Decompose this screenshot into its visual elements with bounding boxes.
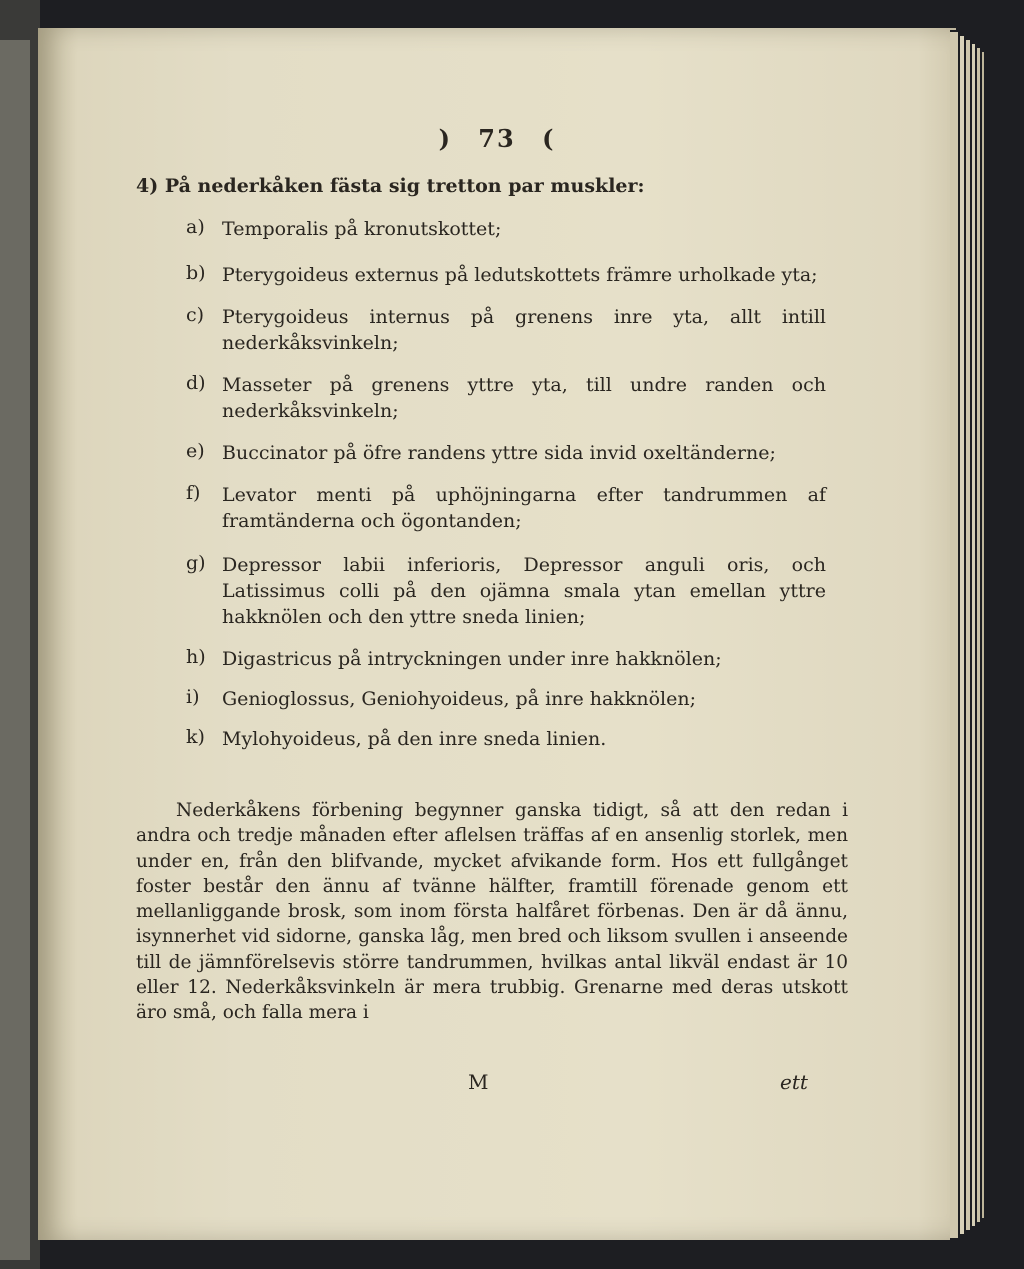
list-item-text: Genioglossus, Geniohyoideus, på inre hakknölen;	[222, 688, 696, 710]
list-item	[186, 726, 826, 752]
list-item-marker: k)	[186, 726, 205, 748]
list-item-marker: e)	[186, 440, 205, 462]
list-item-text: Buccinator på öfre randens yttre sida invid oxeltänderne;	[222, 442, 776, 464]
list-item	[186, 440, 826, 466]
list-item-marker: a)	[186, 216, 205, 238]
list-item-marker: c)	[186, 304, 205, 326]
page-edges	[950, 30, 994, 1240]
list-item-text: Digastricus på intryckningen under inre hakknölen;	[222, 648, 722, 670]
list-item	[186, 686, 826, 712]
list-item-marker: f)	[186, 482, 201, 504]
list-item	[186, 482, 826, 534]
catchword: ett	[780, 1070, 808, 1094]
list-item-text: Mylohyoideus, på den inre sneda linien.	[222, 728, 607, 750]
running-head-left: )	[438, 124, 452, 153]
signature-mark: M	[468, 1070, 489, 1094]
list-item-marker: g)	[186, 552, 206, 574]
list-item	[186, 216, 826, 242]
intro-line: 4) På nederkåken fästa sig tretton par muskler:	[136, 175, 645, 197]
list-item-marker: h)	[186, 646, 206, 668]
list-item-text: Pterygoideus externus på ledutskottets främre urholkade yta;	[222, 264, 818, 286]
list-item-text: Depressor labii inferioris, Depressor anguli oris, och Latissimus colli på den ojämna smala ytan emellan yttre hakknölen och den yttre sneda linien;	[222, 554, 826, 628]
list-item	[186, 372, 826, 424]
list-item	[186, 552, 826, 630]
list-item-text: Temporalis på kronutskottet;	[222, 218, 502, 240]
body-paragraph: Nederkåkens förbening begynner ganska tidigt, så att den redan i andra och tredje månaden efter aflelsen träffas af en ansenlig storlek, men under en, från den blifvande, mycket afvikande form. Hos ett fullgånget foster består den ännu af tvänne hälfter, framtill förenade genom ett mellanliggande brosk, som inom första halfåret förbenas. Den är då ännu, isynnerhet vid sidorne, ganska låg, men bred och liksom svullen i anseende till de jämnförelsevis större tandrummen, hvilkas antal likväl endast är 10 eller 12. Nederkåksvinkeln är mera trubbig. Grenarne med deras utskott äro små, och falla mera i	[136, 800, 848, 1024]
page-number: 73	[478, 124, 516, 153]
page-text	[38, 28, 956, 1240]
list-item-text: Pterygoideus internus på grenens inre yta, allt intill nederkåksvinkeln;	[222, 306, 826, 354]
list-item-text: Masseter på grenens yttre yta, till undre randen och nederkåksvinkeln;	[222, 374, 826, 422]
list-item	[186, 262, 826, 288]
running-head	[38, 124, 956, 153]
muscle-list	[186, 216, 826, 752]
running-head-right: (	[542, 124, 556, 153]
list-item-marker: d)	[186, 372, 206, 394]
book-page	[38, 28, 956, 1240]
list-item-marker: b)	[186, 262, 206, 284]
list-item-marker: i)	[186, 686, 200, 708]
list-item-text: Levator menti på uphöjningarna efter tandrummen af framtänderna och ögontanden;	[222, 484, 826, 532]
list-item	[186, 304, 826, 356]
list-item	[186, 646, 826, 672]
